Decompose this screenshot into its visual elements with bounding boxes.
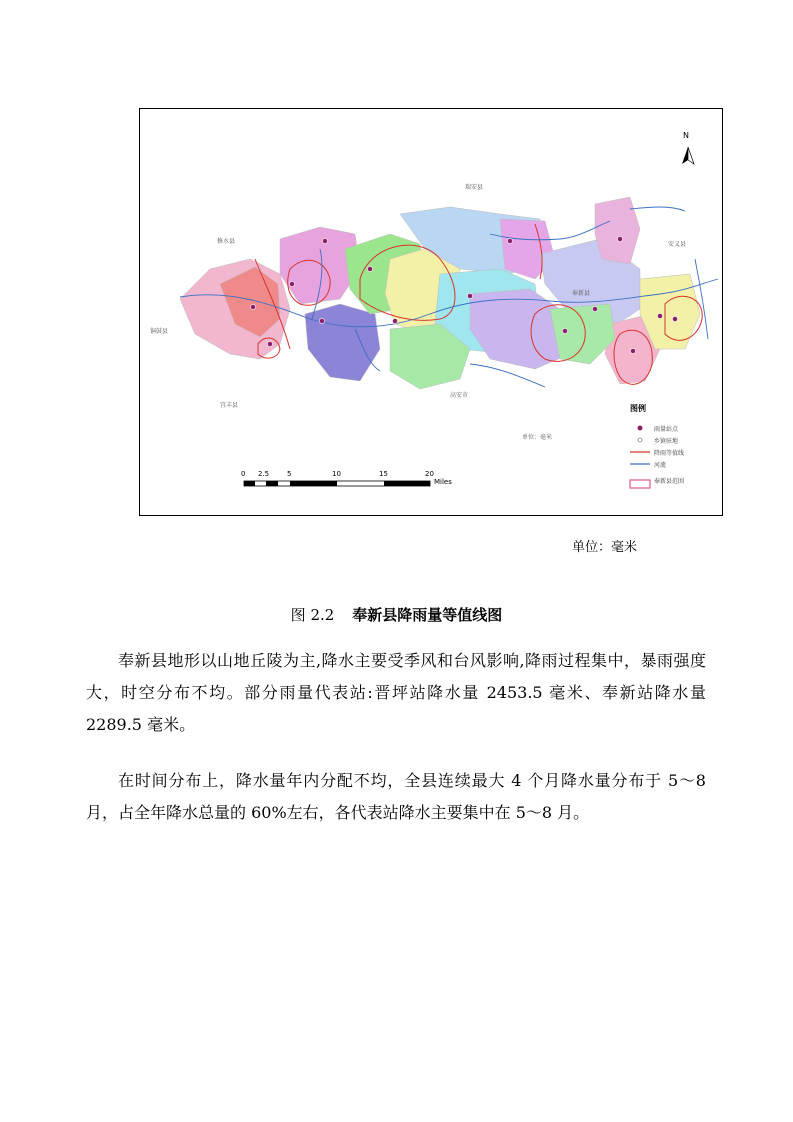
rain-station-point: [367, 266, 372, 271]
rain-station-point: [289, 281, 294, 286]
unit-caption: 单位：毫米: [572, 540, 638, 555]
scale-tick-label: 10: [332, 470, 341, 478]
river: [630, 207, 685, 211]
legend-label: 河流: [654, 462, 667, 469]
map-legend: [626, 403, 716, 503]
rain-station-point: [657, 313, 662, 318]
region-purple: [305, 304, 380, 381]
scale-unit-label: Miles: [434, 478, 452, 486]
legend-item-river: [626, 458, 716, 470]
legend-label: 雨量站点: [654, 426, 679, 433]
scale-tick-label: 0: [241, 470, 246, 478]
rain-station-point: [322, 238, 327, 243]
rain-station-point: [267, 341, 272, 346]
legend-label: 奉新县范围: [654, 478, 685, 485]
place-label-yifeng: 宜丰县: [220, 402, 239, 409]
rain-station-point: [507, 238, 512, 243]
north-arrow-icon: [682, 147, 694, 164]
place-label-gaoan: 高安市: [450, 392, 469, 399]
rain-station-point: [592, 306, 597, 311]
figure-title: 奉新县降雨量等值线图: [352, 606, 503, 624]
place-label-tongqian: 铜鼓县: [150, 328, 169, 335]
legend-item-isoline: [626, 446, 716, 458]
rain-station-point: [630, 348, 635, 353]
place-label-fengxin: 奉新县: [572, 290, 591, 297]
map-unit-label: 单位：毫米: [522, 434, 553, 441]
place-label-anyi: 安义县: [668, 241, 687, 248]
legend-label: 降雨等值线: [654, 450, 685, 457]
north-label: N: [683, 131, 689, 140]
scale-tick-label: 5: [287, 470, 292, 478]
legend-title: 图例: [630, 404, 646, 413]
scale-tick-label: 20: [425, 470, 434, 478]
place-label-xiushui: 修水县: [217, 238, 236, 245]
rain-station-point: [319, 318, 324, 323]
rain-station-point: [672, 316, 677, 321]
figure-caption: [0, 604, 793, 625]
figure-number: 图 2.2: [290, 606, 335, 624]
river: [695, 259, 708, 339]
region-east-pink: [595, 197, 640, 264]
rain-station-point: [617, 236, 622, 241]
body-paragraph: 在时间分布上，降水量年内分配不均，全县连续最大 4 个月降水量分布于 5～8 月，占全年降水总量的 60%左右，各代表站降水主要集中在 5～8 月。: [86, 771, 706, 822]
scale-bar: [244, 481, 430, 486]
scale-tick-label: 15: [379, 470, 388, 478]
rainfall-isoline-map: [139, 108, 723, 516]
rain-station-point: [467, 293, 472, 298]
place-label-ruian: 瑞安县: [465, 184, 484, 191]
scale-tick-label: 2.5: [258, 470, 270, 478]
body-paragraph: 奉新县地形以山地丘陵为主,降水主要受季风和台风影响,降雨过程集中，暴雨强度大，时空分布不均。部分雨量代表站:晋坪站降水量 2453.5 毫米、奉新站降水量 2289.5 毫米。: [86, 651, 706, 734]
legend-item-town: [626, 434, 716, 446]
legend-label: 乡镇驻地: [654, 438, 679, 445]
rain-station-point: [250, 304, 255, 309]
legend-item-rain-station: [626, 422, 716, 434]
legend-item-county-boundary: [626, 474, 716, 486]
rain-station-point: [392, 318, 397, 323]
rain-station-point: [562, 328, 567, 333]
